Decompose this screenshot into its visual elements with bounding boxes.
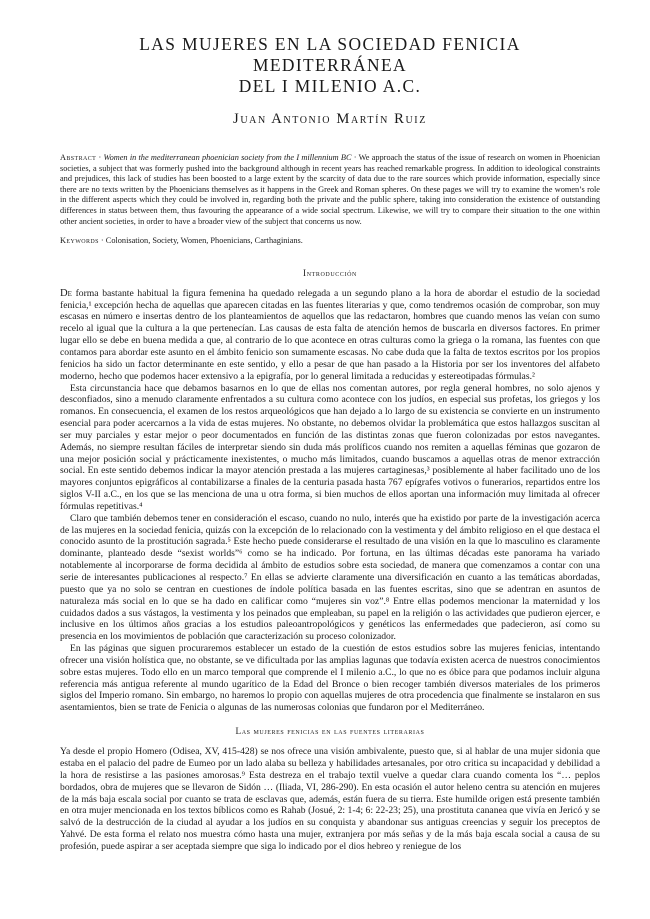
paragraph	[60, 288, 600, 383]
article-page	[60, 34, 600, 853]
abstract-label: Abstract	[60, 153, 97, 162]
first-word: De	[60, 287, 72, 299]
abstract-text: We approach the status of the issue of research on women in Phoenician societies, a subject that was formerly pushed into the background although in recent years has reached remarkable progress. In addition to ideological constraints and prejudices, this lack of studies has been boosted to a large extent by the scarcity of data due to the rare sources which provide information, especially since there are no texts written by the Phoenicians themselves as it happens in the Greek and Roman spheres. On these pages we will try to examine the women’s role in the different aspects which they could be involved in, regarding both the private and the public sphere, taking into consideration the existence of outstanding differences in status between them, thus favouring the appearance of a wide social spectrum. Likewise, we will try to compare their situation to the one within other ancient societies, in order to have a broader view of the subject that concerns us now.	[60, 153, 600, 226]
literary-sources-body	[60, 746, 600, 853]
title-line-2: DEL I MILENIO A.C.	[238, 76, 422, 96]
keywords: Keywords · Colonisation, Society, Women, Phoenicians, Carthaginians.	[60, 236, 303, 246]
paragraph: En las páginas que siguen procuraremos establecer un estado de la cuestión de estos estudios sobre las mujeres fenicias, intentando ofrecer una visión holística que, no obstante, se ve dificultada por las amplias lagunas que todavía existen acerca de nuestros conocimientos sobre estas mujeres. Todo ello en un marco temporal que comprende el I milenio a.C., lo que no es óbice para que podamos incluir alguna referencia más antigua referente al mundo ugarítico de la Edad del Bronce o bien recoger también diversos materiales de los primeros siglos del Imperio romano. Sin embargo, no haremos lo propio con aquellas mujeres de otra procedencia que finalmente se instalaron en sus asentamientos, bien se trate de Fenicia o algunas de las numerosas colonias que fundaron por el Mediterráneo.	[60, 643, 600, 714]
section-heading-introduction: Introducción	[303, 267, 357, 278]
introduction-body	[60, 288, 600, 714]
section-heading-literary-sources: Las mujeres fenicias en las fuentes literarias	[235, 726, 425, 737]
article-title	[60, 34, 600, 97]
abstract: Abstract · Women in the mediterranean phoenician society from the I millennium BC · We approach the status of the issue of research on women in Phoenician societies, a subject that was formerly pushed into the background although in recent years has reached remarkable progress. In addition to ideological constraints and prejudices, this lack of studies has been boosted to a large extent by the scarcity of data due to the rare sources which provide information, especially since there are no texts written by the Phoenicians themselves as it happens in the Greek and Roman spheres. On these pages we will try to examine the women’s role in the different aspects which they could be involved in, regarding both the private and the public sphere, taking into consideration the existence of outstanding differences in status between them, thus favouring the appearance of a wide social spectrum. Likewise, we will try to compare their situation to the one within other ancient societies, in order to have a broader view of the subject that concerns us now.	[60, 153, 600, 226]
paragraph: Esta circunstancia hace que debamos basarnos en lo que de ellas nos comentan autores, por regla general hombres, no solo ajenos y desconfiados, sino a menudo claramente enfrentados a su cultura como acontece con los judíos, en especial sus profetas, los griegos y los romanos. En consecuencia, el examen de los restos arqueológicos que han dejado a lo largo de su existencia se convierte en un instrumento esencial para poder acercarnos a la vida de estas mujeres. No obstante, no debemos olvidar la problemática que estos hallazgos suscitan al ser muy parciales y estar mejor o peor documentados en función de las distintas zonas que fueron colonizadas por estos navegantes. Además, no siempre resultan fáciles de interpretar siendo sin duda más prolíficos cuando nos remiten a aquellas féminas que gozaron de una mejor posición social y prácticamente inexistentes, o mucho más limitados, cuando buscamos a aquellas otras de menor extracción social. En este sentido debemos indicar la mayor atención prestada a las mujeres cartaginesas,³ posiblemente al haber facilitado uno de los mayores conjuntos epigráficos al contabilizarse a finales de la centuria pasada hasta 767 epígrafes votivos o funerarios, repartidos entre los siglos V-II a.C., en los que se las menciona de una u otra forma, si bien muchos de ellos aportan una información muy limitada al ofrecer fórmulas repetitivas.⁴	[60, 382, 600, 512]
author-name: Juan Antonio Martín Ruiz	[233, 111, 427, 127]
title-line-1: LAS MUJERES EN LA SOCIEDAD FENICIA MEDITERRÁNEA	[139, 34, 521, 75]
paragraph: Ya desde el propio Homero (Odisea, XV, 415-428) se nos ofrece una visión ambivalente, puesto que, si al hablar de una mujer sidonia que estaba en el palacio del padre de Eumeo por un lado alaba su belleza y habilidades artesanales, por otro critica su incapacidad y debilidad a la hora de resistirse a las pasiones amorosas.⁹ Esta destreza en el trabajo textil vuelve a quedar clara cuando comenta los “… peplos bordados, obra de mujeres que se llevaron de Sidón … (Iliada, VI, 286-290). En esta ocasión el autor heleno centra su atención en mujeres de la más baja escala social por cuanto se trata de esclavas que, además, están fuera de su tierra. Este humilde origen está presente también en otra mujer mencionada en los textos bíblicos como es Rahab (Josué, 2: 1-4; 6: 22-23; 25), una prostituta cananea que vivía en Jericó y se salvó de la destrucción de la ciudad al ayudar a los judíos en su conquista y abandonar sus antiguas creencias y seguir los preceptos de Yahvé. De esta forma el relato nos muestra cómo hasta una mujer, extranjera por más señas y de la más baja escala social a causa de su profesión, puede aspirar a ser aceptada siempre que siga lo indicado por el dios hebreo y reniegue de los	[60, 746, 600, 852]
abstract-heading: Women in the mediterranean phoenician society from the I millennium BC	[103, 153, 352, 162]
paragraph: Claro que también debemos tener en consideración el escaso, cuando no nulo, interés que ha existido por parte de la investigación acerca de las mujeres en la sociedad fenicia, quizás con la excepción de lo relacionado con la vestimenta y del ámbito religioso en el que destaca el conocido asunto de la prostitución sagrada.⁵ Este hecho puede considerarse el resultado de una visión en la que lo masculino es claramente dominante, planteado desde “sexist worlds”⁶ como se ha indicado. Por fortuna, en las últimas décadas este panorama ha variado notablemente al incorporarse de forma decidida al ámbito de estudios sobre esta sociedad, de manera que comenzamos a contar con una serie de interesantes publicaciones al respecto.⁷ En ellas se advierte claramente una diversificación en cuanto a las temáticas abordadas, puesto que ya no solo se centran en cuestiones de índole política basada en las fuentes escritas, sino que se adentran en asuntos de naturaleza más social en lo que se ha dado en calificar como “mujeres sin voz”.⁸ Entre ellas podemos mencionar la maternidad y los cuidados dados a sus vástagos, la vestimenta y los peinados que empleaban, su papel en la religión o las actividades que pudieron ejercer, e inclusive en los últimos años gracias a los estudios paleoantropológicos y genéticos las enfermedades que padecieron, así como su presencia en los movimientos de población que caracterización su proceso colonizador.	[60, 512, 600, 643]
paragraph-text: forma bastante habitual la figura femenina ha quedado relegada a un segundo plano a la hora de abordar el estudio de la sociedad fenicia,¹ excepción hecha de aquellas que aparecen citadas en las fuentes literarias y que, como tendremos ocasión de comprobar, son muy escasas en número e insertas dentro de los planteamientos de aquellos que las redactaron, hombres que cuando menos las veían con sumo recelo al igual que la cultura a la que pertenecían. Las causas de esta falta de atención hemos de buscarla en diversos factores. En primer lugar ello se debe en buena medida a que, al contrario de lo que acontece en otras culturas como la griega o la romana, las fuentes con que contamos para abordar este asunto en el ámbito fenicio son sumamente escasas. No cabe duda que la falta de textos escritos por los propios fenicios ha sido un factor determinante en este sentido, y ello a pesar de que han pasado a la Historia por ser los inventores del alfabeto moderno, hecho que podemos hacer extensivo a la epigrafía, por lo general limitada a reducidas y estereotipadas fórmulas.²	[60, 287, 600, 382]
keywords-label: Keywords	[60, 236, 99, 246]
keywords-text: Colonisation, Society, Women, Phoenicians, Carthaginians.	[105, 236, 303, 246]
